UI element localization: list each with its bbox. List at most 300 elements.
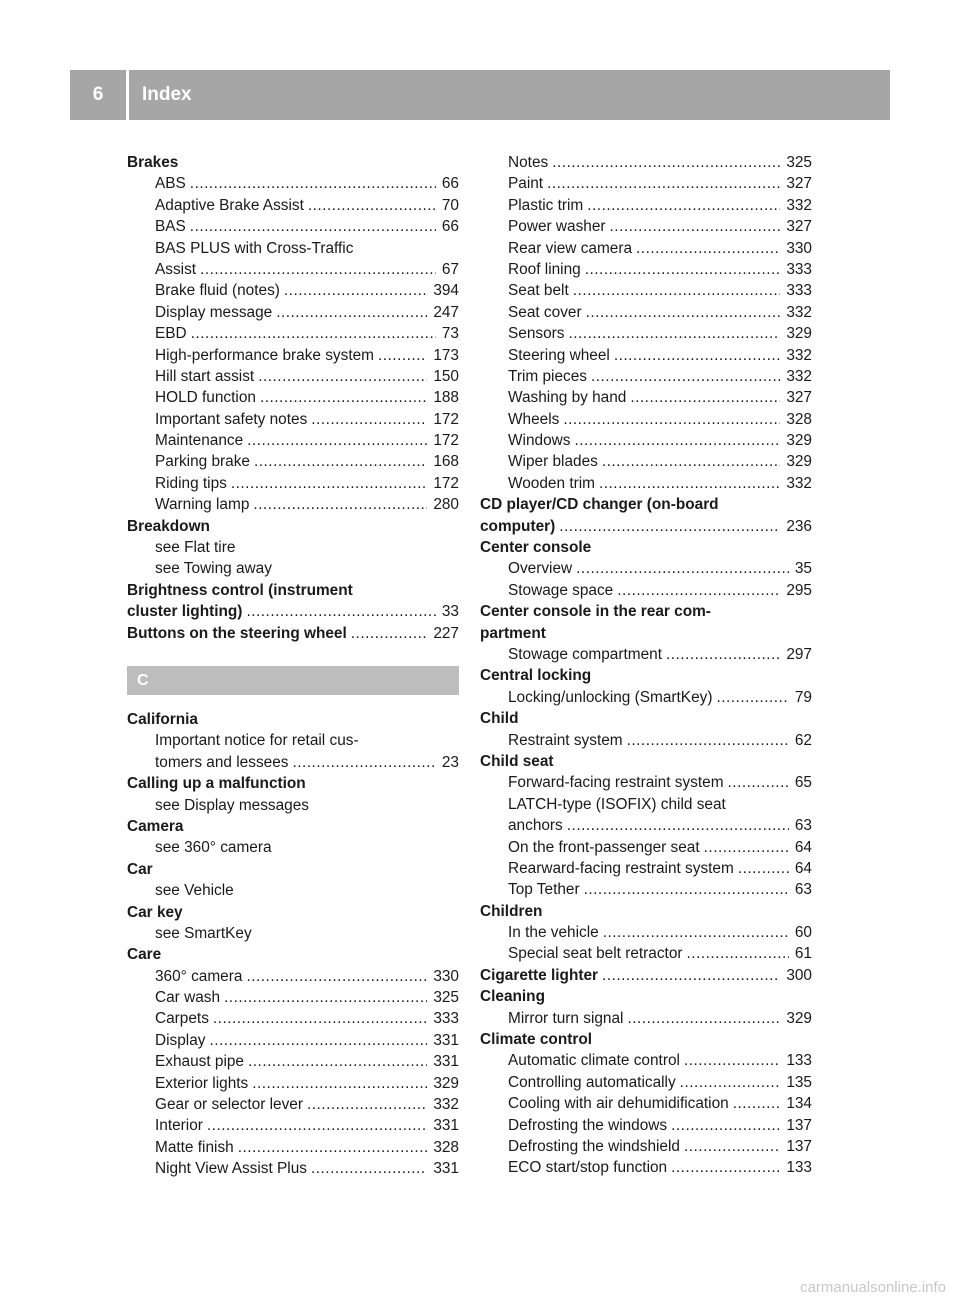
page-number: 6 [92,84,104,105]
entry-text: California [127,710,198,728]
entry-text: Plastic trim [508,196,584,214]
index-subentry [480,302,812,323]
dot-leader [728,772,789,793]
page-reference[interactable]: 236 [786,517,812,535]
page-reference[interactable]: 332 [786,196,812,214]
dot-leader [568,323,780,344]
index-entry [480,965,812,986]
page-reference[interactable]: 333 [433,1010,459,1028]
page-reference[interactable]: 327 [786,389,812,407]
page-reference[interactable]: 73 [441,325,459,343]
page-reference[interactable]: 325 [433,989,459,1007]
page-reference[interactable]: 66 [441,175,459,193]
index-subentry [480,216,812,237]
page-reference[interactable]: 70 [441,196,459,214]
header-divider [126,70,129,120]
entry-text: Gear or selector lever [155,1096,303,1114]
entry-text: Defrosting the windows [508,1116,668,1134]
index-subentry [480,1008,812,1029]
dot-leader [213,1008,427,1029]
index-subentry [127,494,459,515]
dot-leader [258,366,427,387]
entry-text: Power washer [508,218,606,236]
entry-text: Restraint system [508,731,623,749]
dot-leader [378,345,427,366]
index-subentry [127,345,459,366]
entry-text: Central locking [480,667,592,685]
entry-text: Buttons on the steering wheel [127,624,347,642]
entry-text: see Flat tire [155,539,236,557]
entry-text: CD player/CD changer (on-board [480,496,719,514]
index-subentry [127,387,459,408]
page-reference[interactable]: 331 [433,1160,459,1178]
entry-text: Cigarette lighter [480,966,599,984]
page-title: Index [142,84,192,105]
index-subentry [480,323,812,344]
index-entry [127,152,459,173]
watermark: carmanualsonline.info [800,1279,946,1296]
dot-leader [602,451,780,472]
dot-leader [684,1136,780,1157]
entry-text: Stowage compartment [508,645,662,663]
index-subentry [127,923,459,944]
page-reference[interactable]: 188 [433,389,459,407]
entry-text: Hill start assist [155,367,255,385]
entry-text: BAS [155,218,186,236]
page-reference[interactable]: 63 [794,817,812,835]
index-subentry [480,451,812,472]
entry-text: Controlling automatically [508,1073,676,1091]
dot-leader [636,238,780,259]
page-reference[interactable]: 172 [433,474,459,492]
index-subentry [127,280,459,301]
dot-leader [238,1137,428,1158]
index-subentry [127,1008,459,1029]
dot-leader [190,216,436,237]
entry-text: Stowage space [508,581,614,599]
entry-text: Wooden trim [508,474,595,492]
entry-text: Mirror turn signal [508,1009,624,1027]
entry-text: Important notice for retail cus- [155,732,359,750]
entry-text: Paint [508,175,544,193]
page-reference[interactable]: 295 [786,581,812,599]
page-reference[interactable]: 331 [433,1117,459,1135]
index-subentry [127,302,459,323]
page-reference[interactable]: 332 [786,367,812,385]
page-reference[interactable]: 172 [433,432,459,450]
index-subentry [480,173,812,194]
entry-text: Locking/unlocking (SmartKey) [508,688,713,706]
index-subentry [127,366,459,387]
entry-text: Matte finish [155,1138,234,1156]
entry-text: Care [127,946,162,964]
entry-text: Special seat belt retractor [508,945,683,963]
entry-text: Assist [155,260,197,278]
dot-leader [627,1008,780,1029]
index-entry [127,902,459,923]
dot-leader [209,1030,427,1051]
dot-leader [254,451,427,472]
dot-leader [586,302,781,323]
page-reference[interactable]: 329 [786,453,812,471]
index-subentry [480,922,812,943]
dot-leader [614,345,780,366]
page-header [70,70,890,120]
dot-leader [671,1115,780,1136]
index-subentry [480,366,812,387]
entry-text: Notes [508,154,549,171]
index-subentry [127,430,459,451]
entry-text: Camera [127,817,184,835]
index-subentry [480,837,812,858]
entry-text: Seat cover [508,303,582,321]
dot-leader [591,366,780,387]
page-reference[interactable]: 172 [433,410,459,428]
entry-text: Overview [508,560,573,578]
index-entry [480,986,812,1007]
index-subentry [480,644,812,665]
page-reference[interactable]: 325 [786,154,812,171]
dot-leader [599,473,780,494]
index-subentry [480,879,812,900]
page-reference[interactable]: 65 [794,774,812,792]
index-entry [480,516,812,537]
entry-text: Maintenance [155,432,244,450]
entry-text: Washing by hand [508,389,627,407]
entry-text: Night View Assist Plus [155,1160,307,1178]
entry-text: Automatic climate control [508,1052,680,1070]
index-subentry [127,752,459,773]
entry-text: Steering wheel [508,346,610,364]
page-reference[interactable]: 329 [786,325,812,343]
index-entry [480,665,812,686]
index-subentry [480,1157,812,1178]
entry-text: Roof lining [508,260,581,278]
page-reference[interactable]: 332 [433,1096,459,1114]
page-reference[interactable]: 133 [786,1052,812,1070]
dot-leader [276,302,427,323]
page-reference[interactable]: 331 [433,1031,459,1049]
index-entry [480,537,812,558]
page-reference[interactable]: 329 [433,1074,459,1092]
dot-leader [559,516,780,537]
page-reference[interactable]: 227 [433,624,459,642]
index-entry [127,859,459,880]
dot-leader [587,195,780,216]
entry-text: Car [127,860,153,878]
page-reference[interactable]: 134 [786,1095,812,1113]
index-subentry [127,730,459,751]
dot-leader [716,687,788,708]
entry-text: tomers and lessees [155,753,289,771]
entry-text: Top Tether [508,881,580,899]
index-subentry [127,795,459,816]
entry-text: anchors [508,817,563,835]
dot-leader [284,280,427,301]
page-reference[interactable]: 394 [433,282,459,300]
dot-leader [308,195,436,216]
index-subentry [480,1072,812,1093]
page-reference[interactable]: 333 [786,282,812,300]
index-subentry [127,451,459,472]
page-reference[interactable]: 64 [794,859,812,877]
page-reference[interactable]: 150 [433,367,459,385]
index-subentry [480,687,812,708]
entry-text: ECO start/stop function [508,1159,668,1177]
index-subentry [480,772,812,793]
entry-text: Cooling with air dehumidification [508,1095,729,1113]
dot-leader [585,259,781,280]
entry-text: Defrosting the windshield [508,1137,680,1155]
page-reference[interactable]: 64 [794,838,812,856]
entry-text: partment [480,624,546,642]
dot-leader [617,580,780,601]
index-subentry [480,1136,812,1157]
dot-leader [563,409,780,430]
index-entry [127,623,459,644]
dot-leader [311,409,427,430]
entry-text: see Towing away [155,560,272,578]
dot-leader [567,815,789,836]
index-subentry [127,259,459,280]
dot-leader [666,644,780,665]
index-subentry [127,1115,459,1136]
index-subentry [480,730,812,751]
page-reference[interactable]: 63 [794,881,812,899]
index-subentry [127,238,459,259]
entry-text: Brightness control (instrument [127,581,353,599]
entry-text: Climate control [480,1031,593,1049]
index-subentry [480,943,812,964]
index-entry [480,751,812,772]
dot-leader [610,216,781,237]
entry-text: Calling up a malfunction [127,775,306,793]
entry-text: Wheels [508,410,560,428]
entry-text: Car wash [155,989,221,1007]
dot-leader [190,173,436,194]
index-subentry [127,558,459,579]
entry-text: Parking brake [155,453,250,471]
index-subentry [480,345,812,366]
entry-text: Interior [155,1117,203,1135]
entry-text: see 360° camera [155,839,272,857]
index-entry [127,601,459,622]
index-subentry [480,1050,812,1071]
page-reference[interactable]: 173 [433,346,459,364]
entry-text: Trim pieces [508,367,587,385]
entry-text: On the front-passenger seat [508,838,700,856]
page-reference[interactable]: 297 [786,645,812,663]
entry-text: Breakdown [127,517,210,535]
index-subentry [480,580,812,601]
entry-text: Adaptive Brake Assist [155,196,304,214]
index-subentry [480,794,812,815]
index-subentry [127,1073,459,1094]
dot-leader [733,1093,781,1114]
entry-text: EBD [155,325,187,343]
dot-leader [738,858,789,879]
page-reference[interactable]: 328 [433,1138,459,1156]
dot-leader [573,280,781,301]
entry-text: Brakes [127,154,179,171]
index-subentry [480,280,812,301]
dot-leader [253,494,427,515]
index-subentry [127,173,459,194]
dot-leader [680,1072,781,1093]
page-reference[interactable]: 23 [441,753,459,771]
dot-leader [547,173,780,194]
entry-text: Wiper blades [508,453,598,471]
page-reference[interactable]: 67 [441,260,459,278]
page-reference[interactable]: 79 [794,688,812,706]
page-reference[interactable]: 60 [794,924,812,942]
dot-leader [311,1158,427,1179]
dot-leader [252,1073,427,1094]
index-column-left [127,152,459,1180]
dot-leader [307,1094,427,1115]
dot-leader [630,387,780,408]
entry-text: Carpets [155,1010,209,1028]
dot-leader [224,987,427,1008]
dot-leader [191,323,436,344]
page-reference[interactable]: 332 [786,474,812,492]
index-subentry [480,858,812,879]
page-reference[interactable]: 328 [786,410,812,428]
index-subentry [127,1030,459,1051]
dot-leader [684,1050,780,1071]
dot-leader [231,473,427,494]
index-subentry [127,987,459,1008]
section-header-c: C [127,666,459,695]
index-subentry [127,1137,459,1158]
entry-text: LATCH-type (ISOFIX) child seat [508,795,726,813]
page-reference[interactable]: 247 [433,303,459,321]
page-reference[interactable]: 329 [786,432,812,450]
dot-leader [584,879,789,900]
entry-text: HOLD function [155,389,256,407]
entry-text: Exterior lights [155,1074,249,1092]
dot-leader [260,387,427,408]
dot-leader [602,965,780,986]
page-reference[interactable]: 61 [794,945,812,963]
entry-text: Display message [155,303,273,321]
dot-leader [200,259,436,280]
page-reference[interactable]: 66 [441,218,459,236]
index-subentry [127,1158,459,1179]
index-entry [127,773,459,794]
dot-leader [207,1115,427,1136]
page-reference[interactable]: 35 [794,560,812,578]
index-subentry [127,966,459,987]
page-reference[interactable]: 300 [786,966,812,984]
page-reference[interactable]: 331 [433,1053,459,1071]
page-reference[interactable]: 330 [786,239,812,257]
entry-text: Warning lamp [155,496,250,514]
page-reference[interactable]: 133 [786,1159,812,1177]
entry-text: Exhaust pipe [155,1053,244,1071]
entry-text: see Display messages [155,796,309,814]
entry-text: Brake fluid (notes) [155,282,280,300]
index-subentry [127,1094,459,1115]
entry-text: Center console [480,539,592,557]
entry-text: Child seat [480,752,554,770]
page-reference[interactable]: 327 [786,218,812,236]
entry-text: BAS PLUS with Cross-Traffic [155,239,354,257]
index-entry [127,816,459,837]
page-reference[interactable]: 137 [786,1116,812,1134]
entry-text: see Vehicle [155,882,234,900]
index-subentry [480,473,812,494]
page-reference[interactable]: 33 [441,603,459,621]
dot-leader [248,1051,427,1072]
index-subentry [480,238,812,259]
index-entry [480,708,812,729]
index-subentry [480,815,812,836]
page-reference[interactable]: 135 [786,1073,812,1091]
index-subentry [127,1051,459,1072]
page-reference[interactable]: 332 [786,303,812,321]
dot-leader [627,730,789,751]
dot-leader [576,558,789,579]
entry-text: Seat belt [508,282,569,300]
page-reference[interactable]: 168 [433,453,459,471]
index-subentry [480,195,812,216]
index-subentry [127,880,459,901]
index-entry [127,709,459,730]
index-subentry [127,195,459,216]
page-reference[interactable]: 62 [794,731,812,749]
index-entry [480,494,812,515]
dot-leader [574,430,780,451]
index-entry [127,944,459,965]
index-entry [480,601,812,622]
dot-leader [247,430,427,451]
entry-text: Important safety notes [155,410,308,428]
page-reference[interactable]: 329 [786,1009,812,1027]
entry-text: In the vehicle [508,924,599,942]
dot-leader [704,837,789,858]
page-reference[interactable]: 137 [786,1137,812,1155]
index-subentry [127,216,459,237]
index-entry [127,516,459,537]
index-entry [127,580,459,601]
dot-leader [687,943,789,964]
page-reference[interactable]: 330 [433,967,459,985]
page-reference[interactable]: 332 [786,346,812,364]
index-subentry [127,537,459,558]
index-entry [480,1029,812,1050]
index-entry [480,901,812,922]
entry-text: Display [155,1031,206,1049]
entry-text: Riding tips [155,474,227,492]
entry-text: Rearward-facing restraint system [508,859,734,877]
dot-leader [292,752,435,773]
dot-leader [246,601,435,622]
index-subentry [480,409,812,430]
entry-text: Sensors [508,325,565,343]
entry-text: 360° camera [155,967,243,985]
page-reference[interactable]: 333 [786,260,812,278]
dot-leader [671,1157,780,1178]
page-reference[interactable]: 280 [433,496,459,514]
entry-text: cluster lighting) [127,603,243,621]
index-subentry [480,259,812,280]
dot-leader [552,152,780,173]
index-subentry [480,1093,812,1114]
index-subentry [480,152,812,173]
page-reference[interactable]: 327 [786,175,812,193]
index-subentry [480,558,812,579]
